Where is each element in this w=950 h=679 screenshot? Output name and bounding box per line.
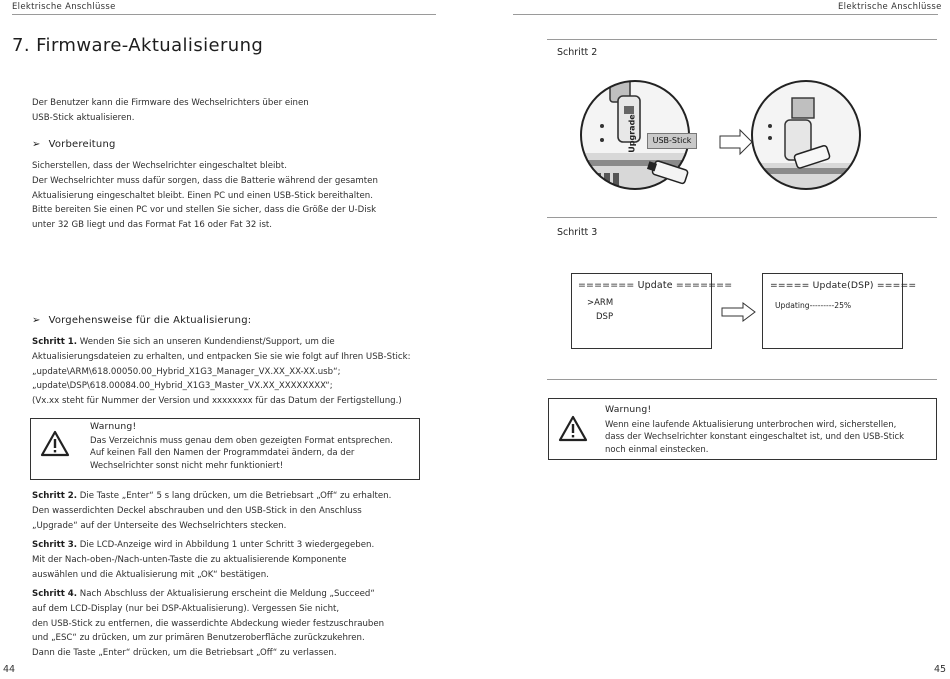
left-warning-title: Warnung! (90, 421, 137, 432)
upgrade-port-label: Upgrade (627, 113, 637, 153)
prep-line: Bitte bereiten Sie einen PC vor und stellen Sie sicher, dass die Größe der U-Disk (32, 205, 377, 216)
step1-label: Schritt 1. (32, 337, 78, 347)
step3-paragraph (32, 538, 374, 582)
step2-line: „Upgrade“ auf der Unterseite des Wechselrichters stecken. (32, 520, 287, 531)
procedure-heading-text: Vorgehensweise für die Aktualisierung: (48, 315, 252, 326)
schritt2-label: Schritt 2 (557, 47, 598, 58)
warning-line: dass der Wechselrichter konstant eingeschaltet ist, und den USB-Stick (605, 432, 905, 443)
step2-line: Die Taste „Enter“ 5 s lang drücken, um die Betriebsart „Off“ zu erhalten. (77, 491, 392, 501)
warning-line: Das Verzeichnis muss genau dem oben gezeigten Format entsprechen. (90, 436, 393, 446)
right-header-rule (513, 14, 938, 15)
right-warning-box (548, 398, 937, 460)
lcd-update-screen (571, 273, 733, 349)
left-warning-box (30, 418, 420, 480)
arrow-bullet-icon: ➢ (32, 315, 41, 326)
warning-line: Auf keinen Fall den Namen der Programmdatei ändern, da der (90, 448, 355, 459)
lcd-update-dsp-title: ===== Update(DSP) ===== (770, 280, 917, 291)
step2-paragraph (32, 489, 391, 533)
warning-line: noch einmal einstecken. (605, 444, 709, 455)
prep-heading-text: Vorbereitung (48, 139, 116, 150)
step3-top-rule (547, 217, 937, 218)
intro-line: Der Benutzer kann die Firmware des Wechselrichters über einen (32, 98, 309, 108)
upgrade-port-label-wrap (624, 111, 640, 155)
arrow-bullet-icon: ➢ (32, 139, 41, 150)
lcd-menu-item-arm: >ARM (587, 298, 614, 308)
procedure-heading (32, 315, 251, 326)
step4-line: den USB-Stick zu entfernen, die wasserdichte Abdeckung wieder festzuschrauben (32, 618, 385, 629)
step1-paragraph (32, 335, 410, 409)
right-running-header: Elektrische Anschlüsse (838, 2, 942, 12)
left-running-header: Elektrische Anschlüsse (12, 2, 116, 12)
left-warning-text (90, 435, 393, 472)
schritt3-label: Schritt 3 (557, 227, 598, 238)
step1-line: „update\DSP\618.00084.00_Hybrid_X1G3_Master_VX.XX_XXXXXXXX“; (32, 381, 333, 392)
usb-insertion-illustration (580, 68, 865, 213)
intro-line: USB-Stick aktualisieren. (32, 112, 135, 123)
warning-triangle-icon (40, 430, 70, 457)
step4-line: und „ESC“ zu drücken, um zur primären Benutzeroberfläche zurückzukehren. (32, 633, 365, 644)
right-warning-text (605, 419, 904, 456)
step3-label: Schritt 3. (32, 540, 78, 550)
step4-line: auf dem LCD-Display (nur bei DSP-Aktualisierung). Vergessen Sie nicht, (32, 603, 340, 614)
right-warning-top-rule (547, 379, 937, 380)
left-header-rule (12, 14, 436, 15)
step3-line: Mit der Nach-oben-/Nach-unten-Taste die zu aktualisierende Komponente (32, 554, 347, 565)
warning-line: Wechselrichter sonst nicht mehr funktioniert! (90, 460, 284, 471)
step1-line: Aktualisierungsdateien zu erhalten, und entpacken Sie sie wie folgt auf Ihren USB-Stick: (32, 351, 411, 362)
step2-line: Den wasserdichten Deckel abschrauben und den USB-Stick in den Anschluss (32, 505, 362, 516)
lcd-update-title: ======= Update ======= (578, 280, 733, 291)
prep-line: Sicherstellen, dass der Wechselrichter eingeschaltet bleibt. (32, 161, 287, 171)
right-arrow-icon (721, 302, 757, 322)
step1-line: Wenden Sie sich an unseren Kundendienst/Support, um die (77, 337, 335, 347)
prep-paragraph (32, 159, 378, 233)
step1-line: „update\ARM\618.00050.00_Hybrid_X1G3_Manager_VX.XX_XX-XX.usb“; (32, 366, 341, 377)
lcd-update-progress-text: Updating---------25% (775, 301, 852, 310)
lcd-update-dsp-screen (762, 273, 917, 349)
right-page-number: 45 (934, 664, 947, 675)
warning-line: Wenn eine laufende Aktualisierung unterbrochen wird, sicherstellen, (605, 420, 897, 430)
intro-paragraph (32, 96, 309, 126)
left-page-number: 44 (3, 664, 16, 675)
prep-line: unter 32 GB liegt und das Format Fat 16 oder Fat 32 ist. (32, 220, 273, 231)
step3-line: Die LCD-Anzeige wird in Abbildung 1 unter Schritt 3 wiedergegeben. (77, 540, 375, 550)
prep-line: Der Wechselrichter muss dafür sorgen, dass die Batterie während der gesamten (32, 175, 378, 186)
page-title: 7. Firmware-Aktualisierung (12, 35, 264, 56)
step4-line: Dann die Taste „Enter“ drücken, um die Betriebsart „Off“ zu verlassen. (32, 648, 337, 659)
right-warning-title: Warnung! (605, 404, 652, 415)
step2-label: Schritt 2. (32, 491, 78, 501)
warning-triangle-icon (558, 415, 588, 442)
step4-paragraph (32, 587, 384, 661)
prep-line: Aktualisierung eingeschaltet bleibt. Einen PC und einen USB-Stick bereithalten. (32, 190, 373, 201)
step2-top-rule (547, 39, 937, 40)
step4-label: Schritt 4. (32, 589, 78, 599)
prep-heading (32, 139, 116, 150)
step1-line: (Vx.xx steht für Nummer der Version und xxxxxxxx für das Datum der Fertigstellung.) (32, 396, 402, 407)
usb-stick-label: USB-Stick (647, 133, 697, 149)
step3-line: auswählen und die Aktualisierung mit „OK“ bestätigen. (32, 569, 269, 580)
lcd-menu-item-dsp: DSP (596, 312, 614, 322)
step4-line: Nach Abschluss der Aktualisierung erscheint die Meldung „Succeed“ (77, 589, 375, 599)
